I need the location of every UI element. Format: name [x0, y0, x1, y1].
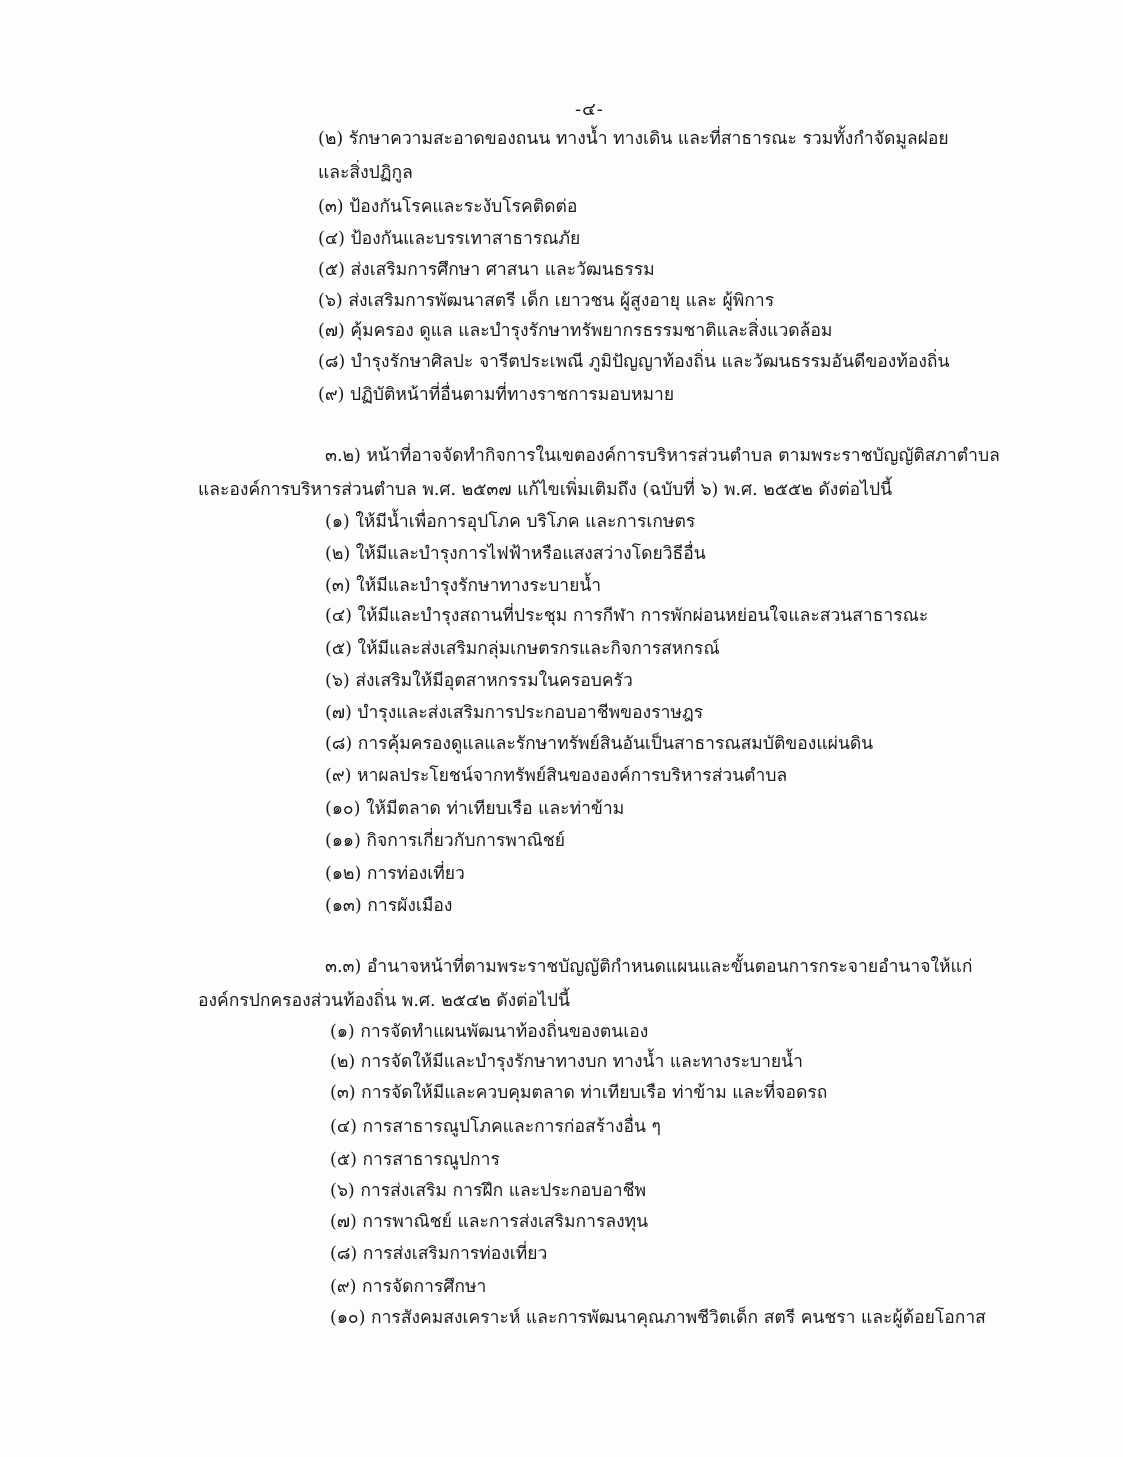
- list-item: (๔) ป้องกันและบรรเทาสาธารณภัย: [318, 229, 581, 249]
- list-item: (๙) ปฏิบัติหน้าที่อื่นตามที่ทางราชการมอบหมาย: [318, 385, 675, 405]
- list-item: (๕) การสาธารณูปการ: [330, 1150, 500, 1170]
- page-number: -๔-: [575, 99, 604, 120]
- list-item: (๗) การพาณิชย์ และการส่งเสริมการลงทุน: [330, 1212, 649, 1232]
- list-item: (๔) การสาธารณูปโภคและการก่อสร้างอื่น ๆ: [330, 1117, 661, 1137]
- section-3-2-heading-continuation: และองค์การบริหารส่วนตำบล พ.ศ. ๒๕๓๗ แก้ไขเพิ่มเติมถึง (ฉบับที่ ๖) พ.ศ. ๒๕๕๒ ดังต่อไปนี้: [198, 480, 893, 500]
- list-item: (๓) ให้มีและบำรุงรักษาทางระบายน้ำ: [325, 576, 602, 596]
- list-item: (๒) ให้มีและบำรุงการไฟฟ้าหรือแสงสว่างโดยวิธีอื่น: [325, 544, 706, 564]
- list-item: (๗) บำรุงและส่งเสริมการประกอบอาชีพของราษฎร: [325, 703, 704, 723]
- list-item: (๙) หาผลประโยชน์จากทรัพย์สินขององค์การบริหารส่วนตำบล: [325, 766, 788, 786]
- list-item-continuation: และสิ่งปฏิกูล: [318, 163, 413, 183]
- section-3-3-heading: ๓.๓) อำนาจหน้าที่ตามพระราชบัญญัติกำหนดแผนและขั้นตอนการกระจายอำนาจให้แก่: [325, 957, 973, 977]
- section-3-3-heading-continuation: องค์กรปกครองส่วนท้องถิ่น พ.ศ. ๒๕๔๒ ดังต่อไปนี้: [198, 991, 570, 1011]
- list-item: (๘) การคุ้มครองดูแลและรักษาทรัพย์สินอันเป็นสาธารณสมบัติของแผ่นดิน: [325, 734, 874, 754]
- list-item: (๖) การส่งเสริม การฝึก และประกอบอาชีพ: [330, 1181, 647, 1201]
- list-item: (๑๒) การท่องเที่ยว: [325, 864, 465, 884]
- list-item: (๘) การส่งเสริมการท่องเที่ยว: [330, 1244, 548, 1264]
- list-item: (๑๑) กิจการเกี่ยวกับการพาณิชย์: [325, 831, 566, 851]
- list-item: (๕) ส่งเสริมการศึกษา ศาสนา และวัฒนธรรม: [318, 260, 655, 280]
- list-item: (๓) ป้องกันโรคและระงับโรคติดต่อ: [318, 197, 578, 217]
- list-item: (๒) รักษาความสะอาดของถนน ทางน้ำ ทางเดิน และที่สาธารณะ รวมทั้งกำจัดมูลฝอย: [318, 129, 949, 149]
- list-item: (๔) ให้มีและบำรุงสถานที่ประชุม การกีฬา การพักผ่อนหย่อนใจและสวนสาธารณะ: [325, 606, 929, 626]
- list-item: (๖) ส่งเสริมการพัฒนาสตรี เด็ก เยาวชน ผู้สูงอายุ และ ผู้พิการ: [318, 291, 775, 311]
- list-item: (๓) การจัดให้มีและควบคุมตลาด ท่าเทียบเรือ ท่าข้าม และที่จอดรถ: [330, 1083, 828, 1103]
- list-item: (๑) การจัดทำแผนพัฒนาท้องถิ่นของตนเอง: [330, 1022, 649, 1042]
- list-item: (๖) ส่งเสริมให้มีอุตสาหกรรมในครอบครัว: [325, 671, 633, 691]
- list-item: (๘) บำรุงรักษาศิลปะ จารีตประเพณี ภูมิปัญญาท้องถิ่น และวัฒนธรรมอันดีของท้องถิ่น: [318, 352, 950, 372]
- list-item: (๙) การจัดการศึกษา: [330, 1277, 487, 1297]
- list-item: (๑๐) ให้มีตลาด ท่าเทียบเรือ และท่าข้าม: [325, 799, 625, 819]
- list-item: (๒) การจัดให้มีและบำรุงรักษาทางบก ทางน้ำ และทางระบายน้ำ: [330, 1052, 803, 1072]
- section-3-2-heading: ๓.๒) หน้าที่อาจจัดทำกิจการในเขตองค์การบริหารส่วนตำบล ตามพระราชบัญญัติสภาตำบล: [325, 446, 1000, 466]
- list-item: (๕) ให้มีและส่งเสริมกลุ่มเกษตรกรและกิจการสหกรณ์: [325, 639, 720, 659]
- list-item: (๑๓) การผังเมือง: [325, 896, 453, 916]
- list-item: (๑) ให้มีน้ำเพื่อการอุปโภค บริโภค และการเกษตร: [325, 512, 696, 532]
- list-item: (๗) คุ้มครอง ดูแล และบำรุงรักษาทรัพยากรธรรมชาติและสิ่งแวดล้อม: [318, 321, 833, 341]
- list-item: (๑๐) การสังคมสงเคราะห์ และการพัฒนาคุณภาพชีวิตเด็ก สตรี คนชรา และผู้ด้อยโอกาส: [330, 1308, 986, 1328]
